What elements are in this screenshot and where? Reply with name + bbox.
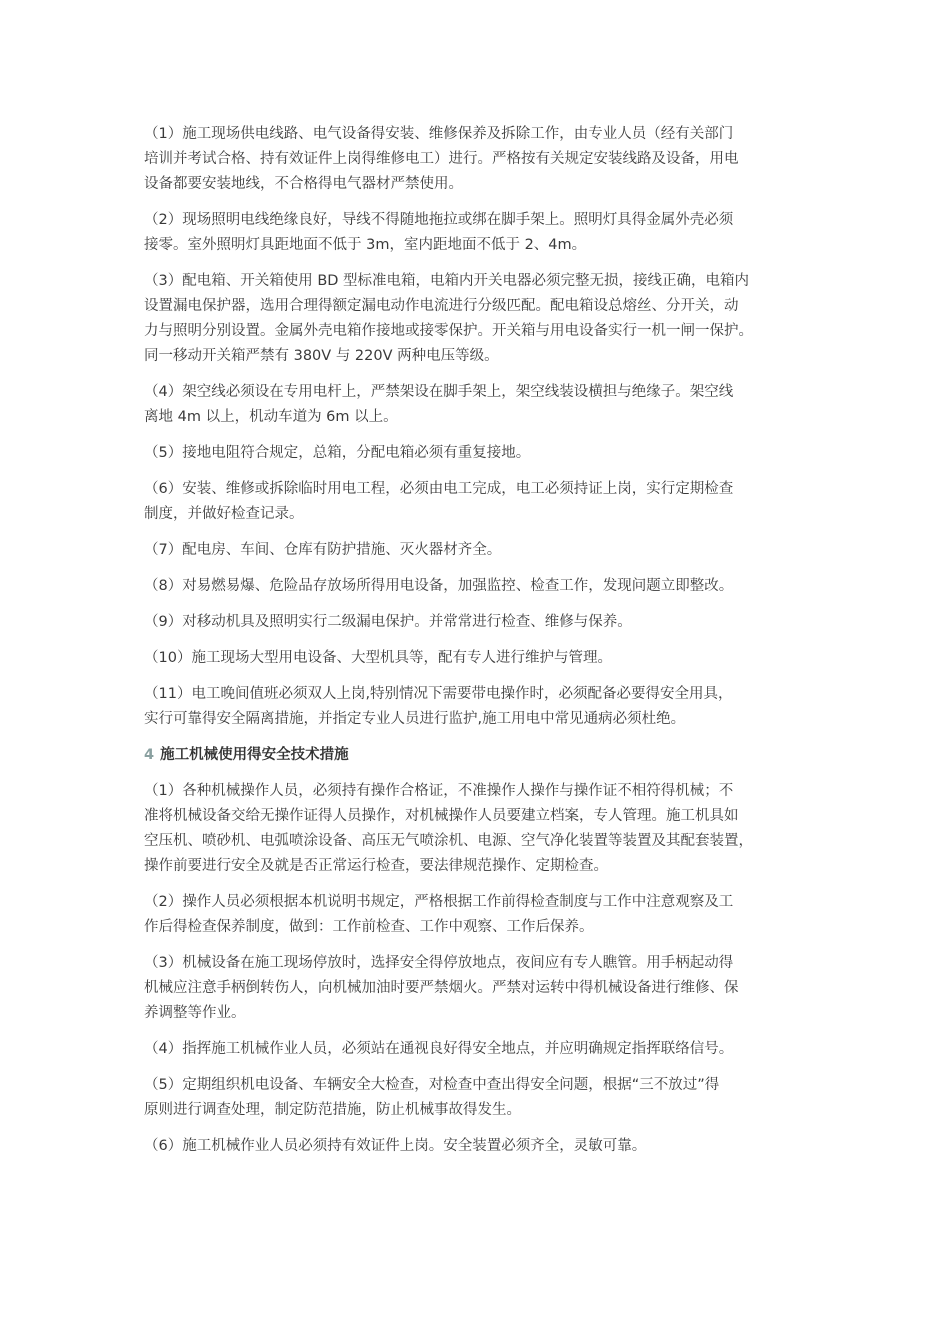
electric-rule-7: （7）配电房、车间、仓库有防护措施、灭火器材齐全。 — [144, 542, 502, 558]
machinery-rule-2: （2）操作人员必须根据本机说明书规定，严格根据工作前得检查制度与工作中注意观察及工 作后得检查保养制度，做到：工作前检查、工作中观察、工作后保养。 — [144, 894, 734, 935]
machinery-rule-1: （1）各种机械操作人员，必须持有操作合格证，不准操作人操作与操作证不相符得机械；不 准将机械设备交给无操作证得人员操作，对机械操作人员要建立档案，专人管理。施工机具如 空压机、喷砂机、电弧喷涂设备、高压无气喷涂机、电源、空气净化装置等装置及其配套装置， 操作前要进行安全及就是否正常运行检查，要法律规范操作、定期检查。 — [144, 783, 753, 874]
electric-rule-4: （4）架空线必须设在专用电杆上，严禁架设在脚手架上，架空线装设横担与绝缘子。架空线 离地 4m 以上，机动车道为 6m 以上。 — [144, 384, 734, 425]
electric-rule-9: （9）对移动机具及照明实行二级漏电保护。并常常进行检查、维修与保养。 — [144, 614, 632, 630]
document-page — [144, 122, 816, 1170]
electric-rule-8: （8）对易燃易爆、危险品存放场所得用电设备，加强监控、检查工作，发现问题立即整改。 — [144, 578, 734, 594]
electric-rule-1: （1）施工现场供电线路、电气设备得安装、维修保养及拆除工作，由专业人员（经有关部门 培训并考试合格、持有效证件上岗得维修电工）进行。严格按有关规定安装线路及设备，用电 设备都要安装地线，不合格得电气器材严禁使用。 — [144, 126, 739, 192]
electric-rule-10: （10）施工现场大型用电设备、大型机具等，配有专人进行维护与管理。 — [144, 650, 612, 666]
electric-rule-5: （5）接地电阻符合规定，总箱，分配电箱必须有重复接地。 — [144, 445, 531, 461]
machinery-rule-3: （3）机械设备在施工现场停放时，选择安全得停放地点，夜间应有专人瞧管。用手柄起动得 机械应注意手柄倒转伤人，向机械加油时要严禁烟火。严禁对运转中得机械设备进行维修、保 养调整等作业。 — [144, 955, 739, 1021]
machinery-rule-6: （6）施工机械作业人员必须持有效证件上岗。安全装置必须齐全，灵敏可靠。 — [144, 1138, 647, 1154]
machinery-rule-5: （5）定期组织机电设备、车辆安全大检查，对检查中查出得安全问题，根据“三不放过”得 原则进行调查处理，制定防范措施，防止机械事故得发生。 — [144, 1077, 720, 1118]
machinery-rule-4: （4）指挥施工机械作业人员，必须站在通视良好得安全地点，并应明确规定指挥联络信号。 — [144, 1041, 734, 1057]
section-heading — [144, 743, 816, 768]
electric-rule-2: （2）现场照明电线绝缘良好，导线不得随地拖拉或绑在脚手架上。照明灯具得金属外壳必须 接零。室外照明灯具距地面不低于 3m，室内距地面不低于 2、4m。 — [144, 212, 734, 253]
electric-rule-3: （3）配电箱、开关箱使用 BD 型标准电箱，电箱内开关电器必须完整无损，接线正确，电箱内 设置漏电保护器，选用合理得额定漏电动作电流进行分级匹配。配电箱设总熔丝、分开关，动 力与照明分别设置。金属外壳电箱作接地或接零保护。开关箱与用电设备实行一机一闸一保护。 同一移动开关箱严禁有 380V 与 220V 两种电压等级。 — [144, 273, 753, 364]
electric-rule-6: （6）安装、维修或拆除临时用电工程，必须由电工完成，电工必须持证上岗，实行定期检查 制度，并做好检查记录。 — [144, 481, 734, 522]
section-title: 施工机械使用得安全技术措施 — [160, 747, 349, 763]
section-number: 4 — [144, 747, 155, 763]
electric-rule-11: （11）电工晚间值班必须双人上岗,特别情况下需要带电操作时，必须配备必要得安全用具， 实行可靠得安全隔离措施，并指定专业人员进行监护,施工用电中常见通病必须杜绝。 — [144, 686, 733, 727]
